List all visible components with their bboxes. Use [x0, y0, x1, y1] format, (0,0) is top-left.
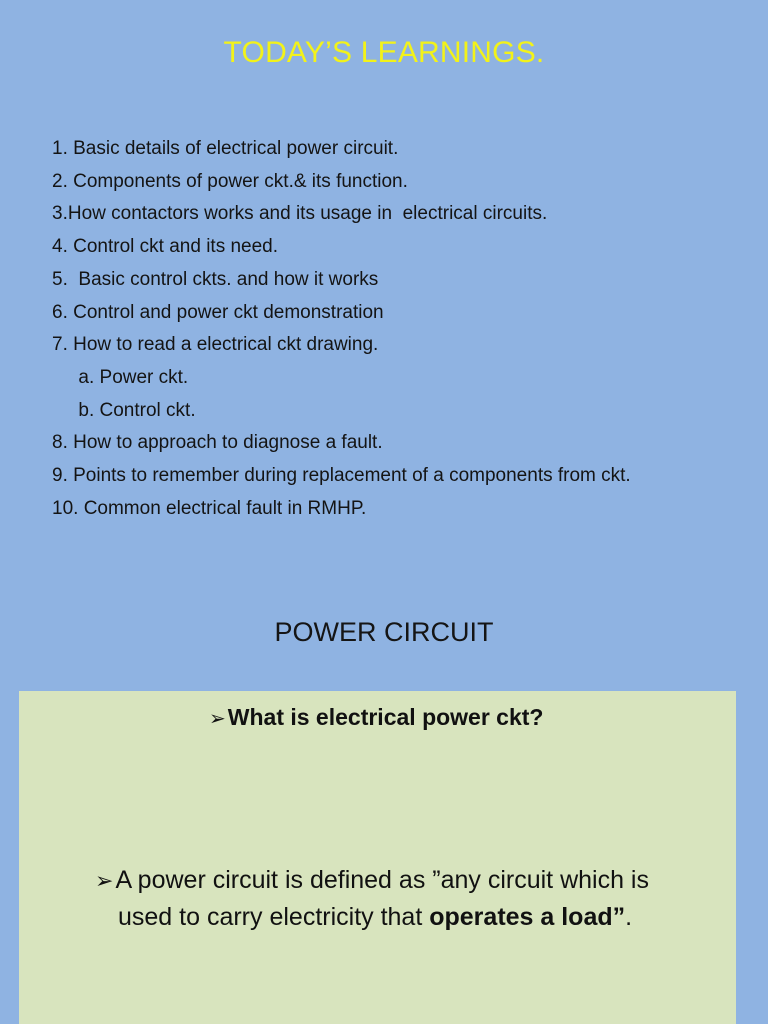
slide-title: TODAY’S LEARNINGS.: [223, 36, 545, 69]
learning-item-2: 2. Components of power ckt.& its function.: [52, 170, 408, 192]
learning-item-7: 7. How to read a electrical ckt drawing.: [52, 334, 379, 356]
question-heading: [209, 702, 543, 734]
learning-item-10: 10. Common electrical fault in RMHP.: [52, 497, 367, 519]
learning-subitem-7a: a. Power ckt.: [52, 366, 189, 388]
learning-item-9: 9. Points to remember during replacement of a components from ckt.: [52, 465, 631, 487]
definition-line-2-prefix: used to carry electricity that: [118, 903, 430, 931]
arrow-bullet-icon: ➢: [209, 708, 226, 730]
definition-line-2-suffix: .: [625, 903, 633, 931]
definition-line-1: A power circuit is defined as ”any circuit which is: [115, 866, 649, 894]
learning-item-1: 1. Basic details of electrical power circuit.: [52, 138, 399, 159]
definition-line-2: [95, 899, 715, 936]
question-text: What is electrical power ckt?: [227, 704, 544, 730]
learning-item-4: 4. Control ckt and its need.: [52, 236, 279, 258]
power-circuit-content-box: [19, 691, 736, 1024]
definition-emphasis: operates a load”: [429, 903, 626, 931]
learning-list: [52, 133, 752, 525]
arrow-bullet-icon: ➢: [95, 868, 114, 893]
learning-item-3: 3.How contactors works and its usage in electrical circuits.: [52, 203, 548, 225]
learning-subitem-7b: b. Control ckt.: [52, 399, 196, 421]
learning-item-6: 6. Control and power ckt demonstration: [52, 301, 384, 323]
definition-paragraph: [95, 862, 715, 936]
learning-item-8: 8. How to approach to diagnose a fault.: [52, 432, 383, 454]
learning-item-5: 5. Basic control ckts. and how it works: [52, 268, 379, 290]
section-title: POWER CIRCUIT: [274, 617, 494, 647]
